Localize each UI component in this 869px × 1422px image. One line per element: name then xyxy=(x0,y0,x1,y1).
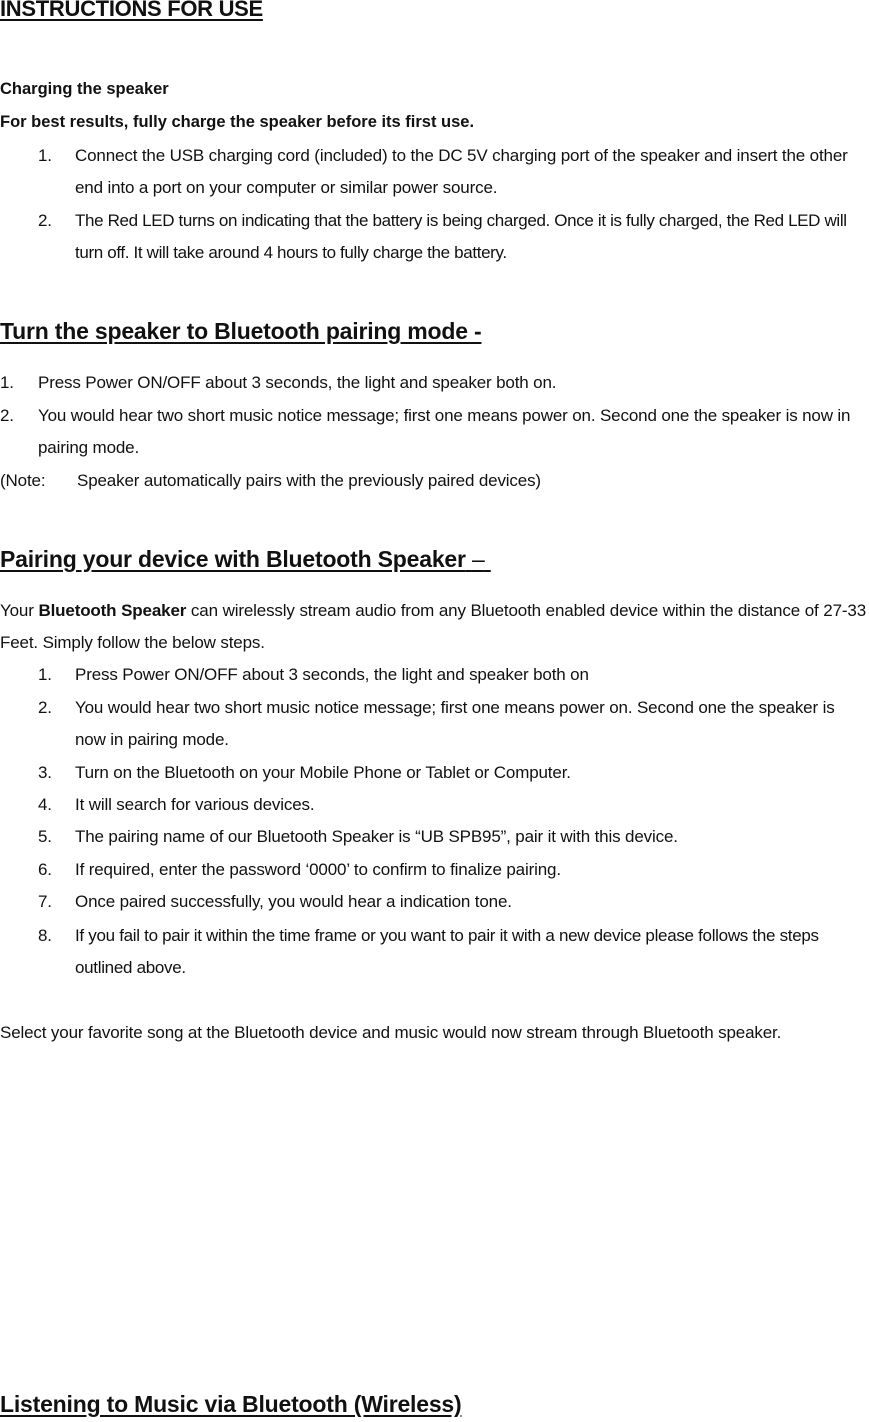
list-number: 6. xyxy=(38,860,52,879)
list-number: 7. xyxy=(38,892,52,911)
list-number: 8. xyxy=(38,926,52,945)
list-item xyxy=(0,789,869,821)
pairing-device-heading-text: Pairing your device with Bluetooth Speaker xyxy=(0,546,466,572)
charging-heading: Charging the speaker xyxy=(0,80,169,98)
list-number: 2. xyxy=(38,211,52,230)
list-item xyxy=(0,140,869,204)
list-number: 1. xyxy=(0,373,14,392)
list-item xyxy=(0,757,869,789)
list-text: Press Power ON/OFF about 3 seconds, the light and speaker both on xyxy=(75,665,589,684)
listening-heading: Listening to Music via Bluetooth (Wireless) xyxy=(0,1391,462,1417)
pairing-device-heading xyxy=(0,546,505,573)
list-text: The pairing name of our Bluetooth Speaker is “UB SPB95”, pair it with this device. xyxy=(75,827,678,846)
list-number: 1. xyxy=(38,146,52,165)
list-item xyxy=(0,659,869,691)
list-number: 2. xyxy=(0,406,14,425)
list-text: Press Power ON/OFF about 3 seconds, the light and speaker both on. xyxy=(38,373,557,392)
list-text: Once paired successfully, you would hear a indication tone. xyxy=(75,892,512,911)
list-item xyxy=(0,854,869,886)
list-item xyxy=(0,821,869,853)
list-number: 5. xyxy=(38,827,52,846)
list-number: 1. xyxy=(38,665,52,684)
list-number: 2. xyxy=(38,698,52,717)
intro-prefix: Your xyxy=(0,601,34,620)
list-text: It will search for various devices. xyxy=(75,795,315,814)
list-text: Turn on the Bluetooth on your Mobile Phone or Tablet or Computer. xyxy=(75,763,571,782)
pairing-mode-heading: Turn the speaker to Bluetooth pairing mode - xyxy=(0,318,482,344)
document-title: INSTRUCTIONS FOR USE xyxy=(0,0,263,21)
list-text: Connect the USB charging cord (included) to the DC 5V charging port of the speaker and insert the other end into a port on your computer or similar power source. xyxy=(75,146,848,197)
note-label: (Note: xyxy=(0,471,46,490)
list-number: 3. xyxy=(38,763,52,782)
list-text: If you fail to pair it within the time frame or you want to pair it with a new device please follows the steps outlined above. xyxy=(75,926,819,977)
closing-paragraph: Select your favorite song at the Bluetooth device and music would now stream through Bluetooth speaker. xyxy=(0,1023,782,1042)
list-item xyxy=(0,920,869,984)
note-text: Speaker automatically pairs with the previously paired devices) xyxy=(77,471,541,490)
list-text: You would hear two short music notice message; first one means power on. Second one the speaker is now in pairing mode. xyxy=(75,698,835,749)
list-item xyxy=(0,692,869,756)
list-item xyxy=(0,367,869,399)
list-item xyxy=(0,205,869,269)
charging-subheading: For best results, fully charge the speaker before its first use. xyxy=(0,113,475,131)
pairing-intro xyxy=(0,595,866,659)
list-text: If required, enter the password ‘0000’ to confirm to finalize pairing. xyxy=(75,860,561,879)
list-text: You would hear two short music notice message; first one means power on. Second one the speaker is now in pairing mode. xyxy=(38,406,851,457)
list-item xyxy=(0,886,869,918)
list-number: 4. xyxy=(38,795,52,814)
intro-bold: Bluetooth Speaker xyxy=(38,601,187,620)
list-text: The Red LED turns on indicating that the battery is being charged. Once it is fully charged, the Red LED will turn off. It will take around 4 hours to fully charge the battery. xyxy=(75,211,847,262)
list-item xyxy=(0,400,869,464)
heading-dash: – xyxy=(471,546,485,572)
intro-rest: can wirelessly stream audio from any Bluetooth enabled device within the distance of 27-33 Feet. Simply follow the below steps. xyxy=(0,601,866,652)
